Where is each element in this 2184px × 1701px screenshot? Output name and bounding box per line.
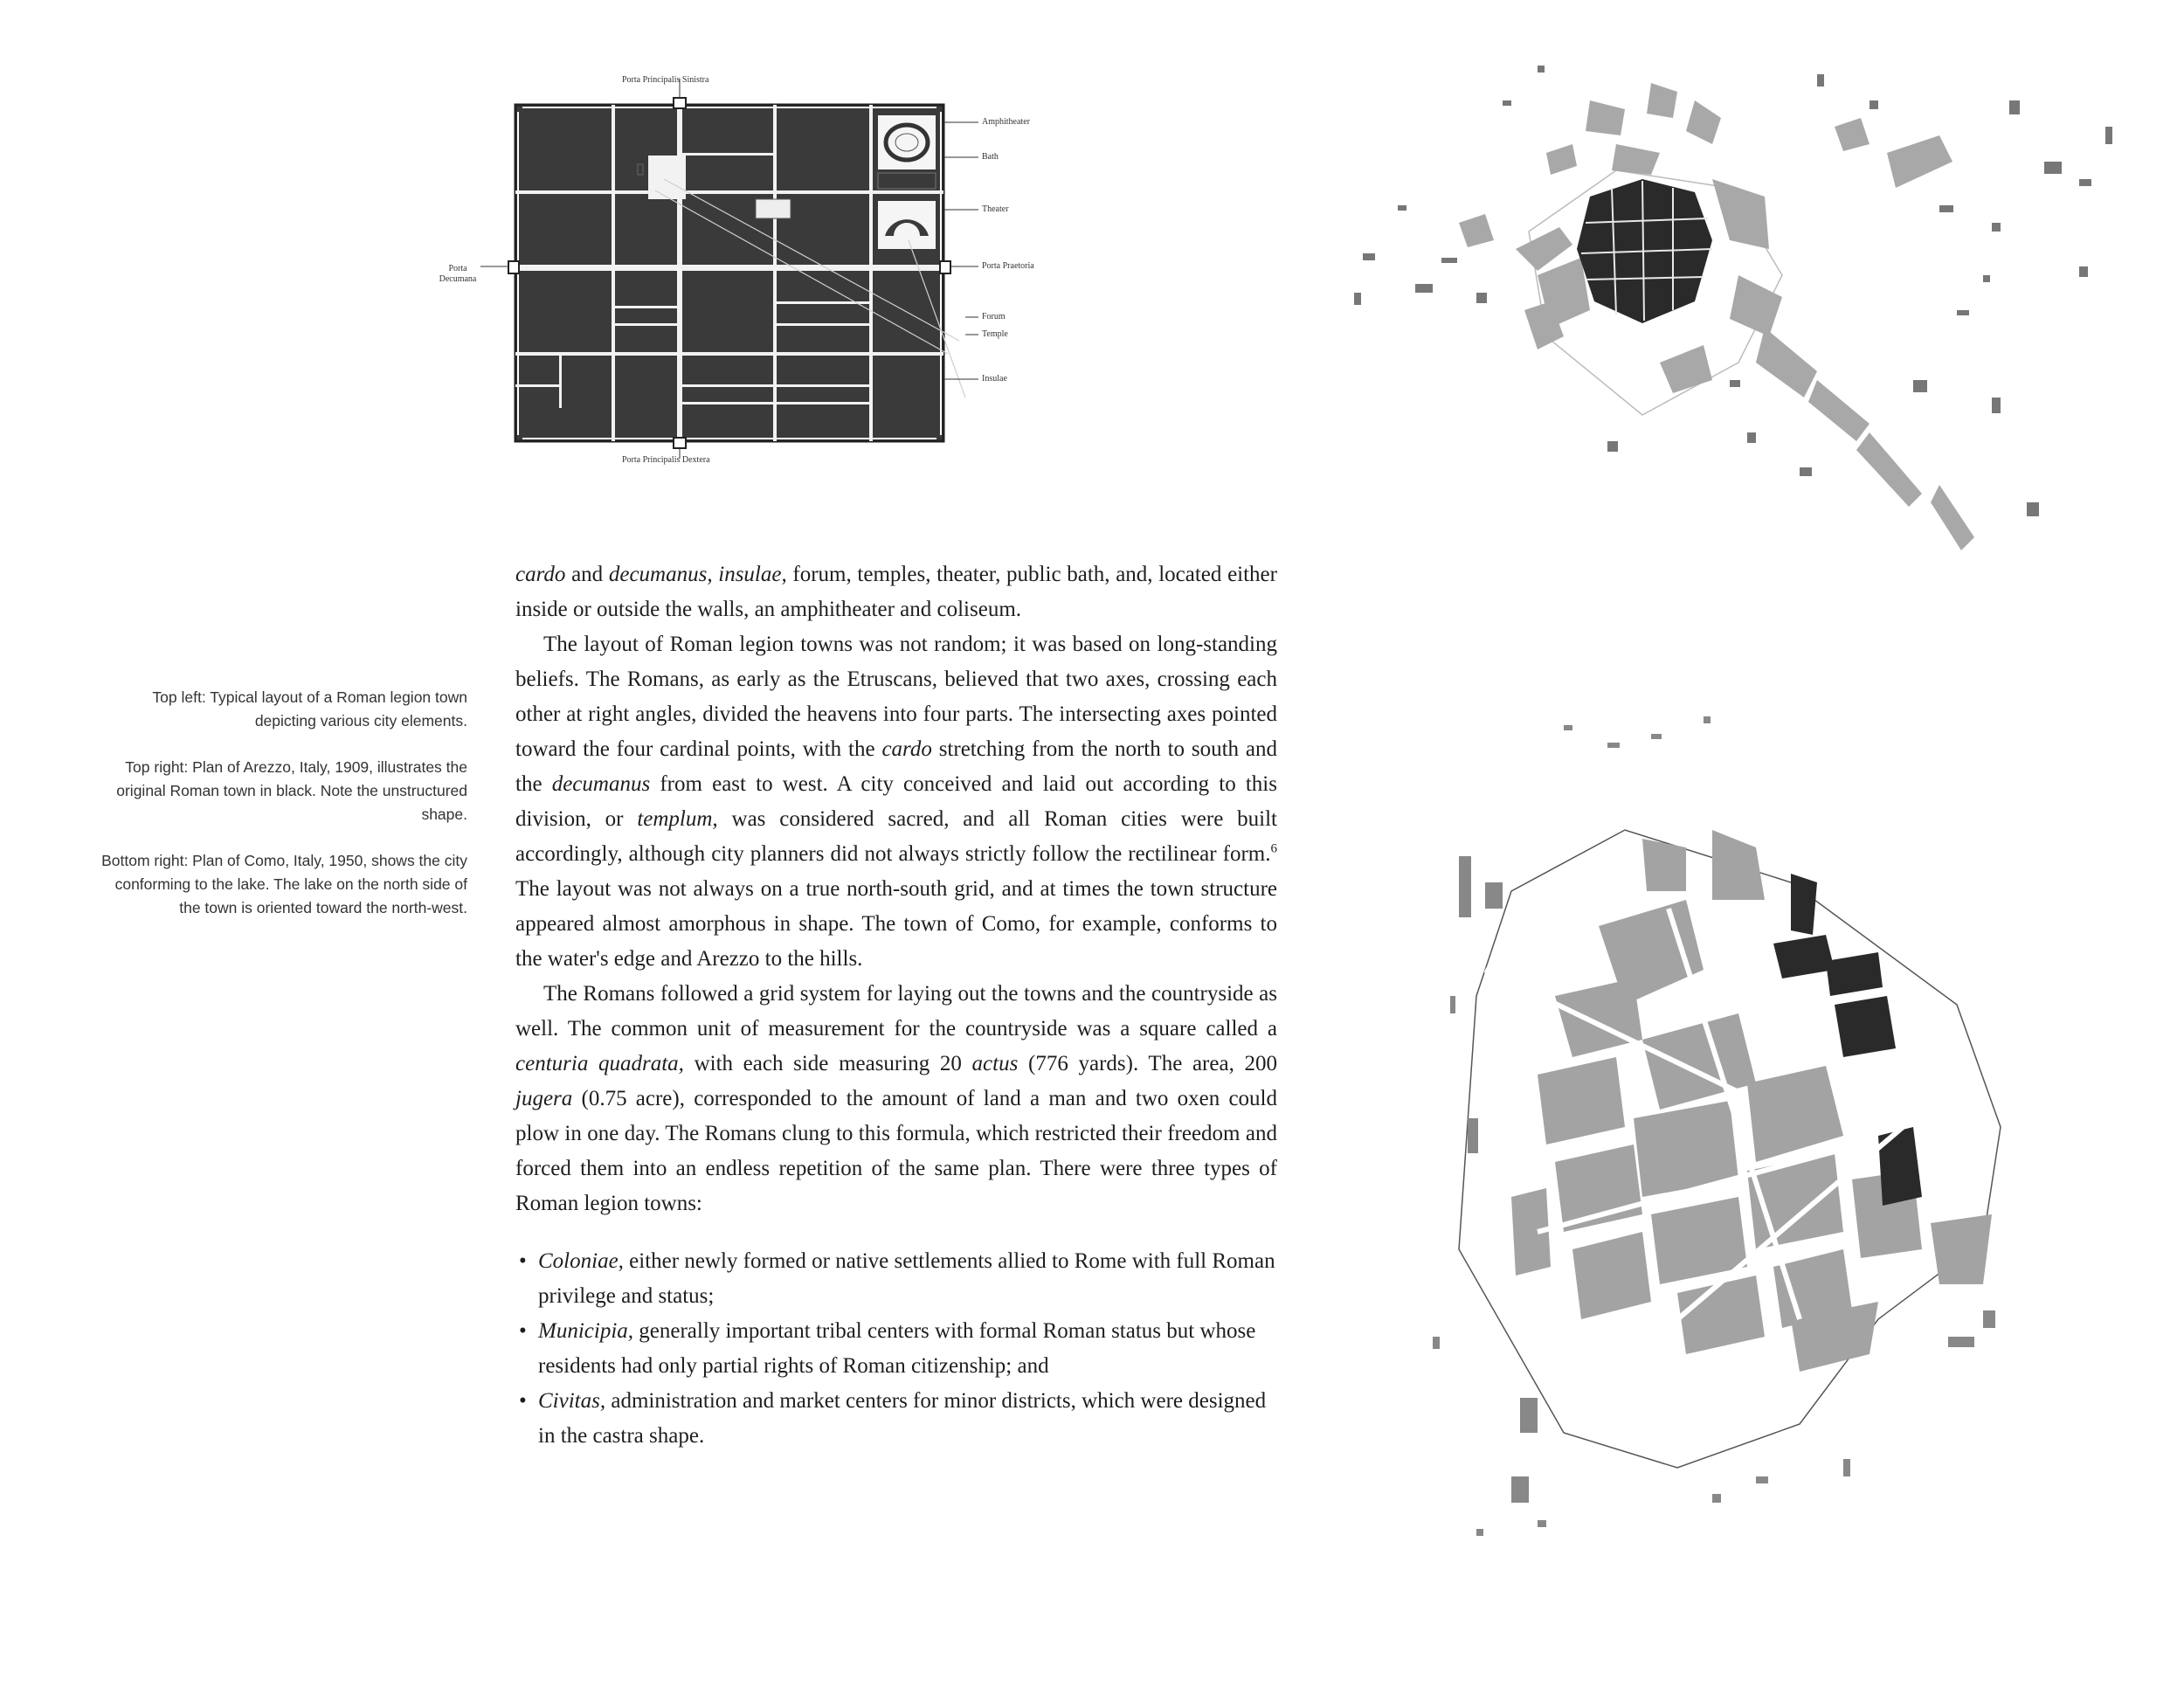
label-insulae: Insulae [982,374,1007,384]
arezzo-surrounding-buildings [1459,83,1974,550]
body-text [515,557,1277,1454]
paragraph-3: The Romans followed a grid system for laying out the towns and the countryside as well. The common unit of measurement for the countryside was a square called a centuria quadrata, with each side measuring 20 actus (776 yards). The area, 200 jugera (0.75 acre), corresponded to the amount of land a man and two oxen could plow in one day. The Romans clung to this formula, which restricted their freedom and forced them into an endless repetition of the same plan. There were three types of Roman legion towns: [515,982,1277,1215]
town-types-list [515,1244,1277,1454]
paragraph-2: The layout of Roman legion towns was not random; it was based on long-standing beliefs. The Romans, as early as the Etruscans, believed that two axes, crossing each other at right angles, divided the heavens into four parts. The intersecting axes pointed toward the four cardinal points, with the cardo stretching from the north to south and the decumanus from east to west. A city conceived and laid out according to this division, or templum, was considered sacred, and all Roman cities were built accordingly, although city planners did not always strictly follow the rectilinear form.$^6$ The layout was not always on a true north-south grid, and at times the town structure appeared almost amorphous in shape. The town of Como, for example, conforms to the water's edge and Arezzo to the hills. [515,633,1277,971]
list-item: • Civitas, administration and market centers for minor districts, which were designed in the castra shape. [515,1384,1277,1454]
footnote-marker: 6 [1270,841,1277,856]
arezzo-scattered-fragments [1354,66,2112,516]
caption-top-left: Top left: Typical layout of a Roman legion town depicting various city elements. [152,688,467,729]
temple-block [756,199,791,218]
paragraph-1: cardo and decumanus, insulae, forum, temples, theater, public bath, and, located either inside or outside the walls, an amphitheater and coliseum. [515,563,1277,621]
list-item: • Municipia, generally important tribal centers with formal Roman status but whose residents had only partial rights of Roman citizenship; and [515,1314,1277,1384]
label-forum: Forum [982,312,1006,322]
label-amphitheater: Amphitheater [982,117,1030,127]
label-temple: Temple [982,329,1008,339]
roman-town-plan-figure [419,70,1083,472]
figure-captions [96,686,467,943]
label-porta-praetoria: Porta Praetoria [982,261,1034,271]
label-porta-decumana: Porta Decumana [439,264,477,284]
forum-square [648,156,686,199]
cardo-street [677,105,682,441]
arezzo-roman-core [1577,179,1712,323]
como-plan-map [1424,708,2035,1546]
caption-bottom-right: Bottom right: Plan of Como, Italy, 1950, shows the city conforming to the lake. The lake on the north side of the town is oriented toward the north-west. [101,852,467,916]
bath-block [878,173,936,189]
list-item: • Coloniae, either newly formed or native settlements allied to Rome with full Roman privilege and status; [515,1244,1277,1314]
decumanus-street [515,265,943,271]
caption-top-right: Top right: Plan of Arezzo, Italy, 1909, illustrates the original Roman town in black. Note the unstructured shape. [116,758,467,823]
como-built-fabric [1511,830,1992,1372]
label-theater: Theater [982,204,1009,214]
arezzo-plan-map [1328,48,2123,642]
label-porta-principalis-sinistra: Porta Principalis Sinistra [622,75,709,85]
label-porta-principalis-dextera: Porta Principalis Dextera [622,455,710,465]
label-bath: Bath [982,152,999,162]
